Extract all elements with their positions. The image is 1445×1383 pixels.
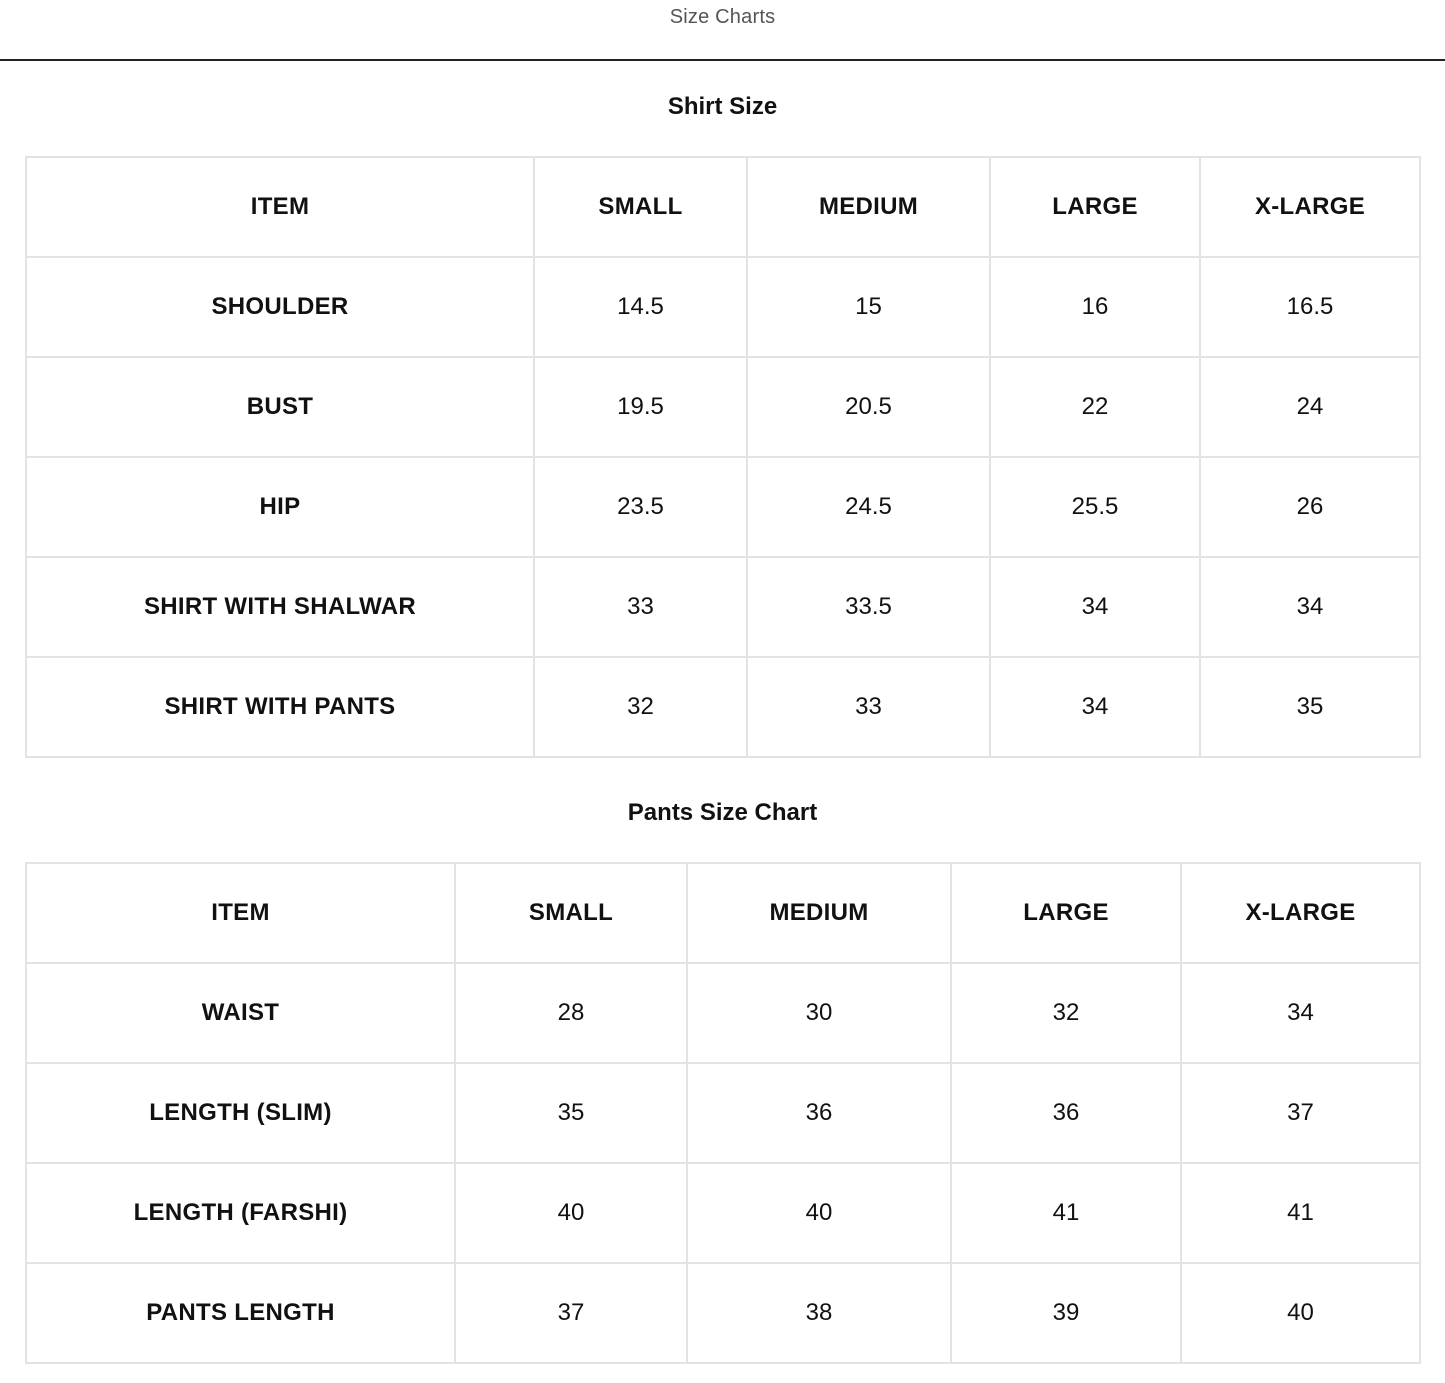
table-cell: 34 (990, 557, 1200, 657)
table-row (26, 657, 1420, 757)
table-cell: 34 (1200, 557, 1420, 657)
table-row (26, 1163, 1420, 1263)
table-row (26, 557, 1420, 657)
row-label: BUST (26, 357, 534, 457)
pants-size-table (25, 862, 1421, 1364)
table-cell: 24.5 (747, 457, 990, 557)
row-label: PANTS LENGTH (26, 1263, 455, 1363)
table-cell: 37 (1181, 1063, 1420, 1163)
table-cell: 39 (951, 1263, 1181, 1363)
table-cell: 41 (951, 1163, 1181, 1263)
column-header-medium: MEDIUM (687, 863, 951, 963)
table-cell: 40 (455, 1163, 687, 1263)
table-row (26, 357, 1420, 457)
shirt-size-table (25, 156, 1421, 758)
table-cell: 15 (747, 257, 990, 357)
table-cell: 33 (747, 657, 990, 757)
table-cell: 32 (534, 657, 747, 757)
table-cell: 30 (687, 963, 951, 1063)
row-label: SHIRT WITH PANTS (26, 657, 534, 757)
table-cell: 34 (990, 657, 1200, 757)
column-header-medium: MEDIUM (747, 157, 990, 257)
shirt-size-title: Shirt Size (667, 93, 778, 120)
table-cell: 36 (687, 1063, 951, 1163)
column-header-small: SMALL (534, 157, 747, 257)
page-header (0, 0, 1445, 61)
table-cell: 40 (1181, 1263, 1420, 1363)
table-header-row (26, 157, 1420, 257)
table-cell: 33 (534, 557, 747, 657)
table-cell: 38 (687, 1263, 951, 1363)
table-cell: 26 (1200, 457, 1420, 557)
row-label: HIP (26, 457, 534, 557)
table-cell: 25.5 (990, 457, 1200, 557)
row-label: LENGTH (SLIM) (26, 1063, 455, 1163)
table-header-row (26, 863, 1420, 963)
table-cell: 37 (455, 1263, 687, 1363)
table-row (26, 1063, 1420, 1163)
row-label: WAIST (26, 963, 455, 1063)
table-cell: 33.5 (747, 557, 990, 657)
table-cell: 35 (1200, 657, 1420, 757)
table-cell: 32 (951, 963, 1181, 1063)
table-cell: 19.5 (534, 357, 747, 457)
page-title: Size Charts (669, 6, 776, 28)
row-label: SHOULDER (26, 257, 534, 357)
table-cell: 36 (951, 1063, 1181, 1163)
column-header-item: ITEM (26, 157, 534, 257)
table-cell: 41 (1181, 1163, 1420, 1263)
table-cell: 14.5 (534, 257, 747, 357)
column-header-small: SMALL (455, 863, 687, 963)
table-row (26, 963, 1420, 1063)
table-cell: 16.5 (1200, 257, 1420, 357)
table-cell: 24 (1200, 357, 1420, 457)
table-cell: 16 (990, 257, 1200, 357)
row-label: LENGTH (FARSHI) (26, 1163, 455, 1263)
column-header-large: LARGE (990, 157, 1200, 257)
pants-size-title: Pants Size Chart (627, 799, 818, 826)
table-cell: 28 (455, 963, 687, 1063)
column-header-x-large: X-LARGE (1181, 863, 1420, 963)
table-row (26, 457, 1420, 557)
table-row (26, 257, 1420, 357)
table-row (26, 1263, 1420, 1363)
column-header-x-large: X-LARGE (1200, 157, 1420, 257)
table-cell: 23.5 (534, 457, 747, 557)
table-cell: 40 (687, 1163, 951, 1263)
table-cell: 22 (990, 357, 1200, 457)
table-cell: 34 (1181, 963, 1420, 1063)
row-label: SHIRT WITH SHALWAR (26, 557, 534, 657)
table-cell: 20.5 (747, 357, 990, 457)
column-header-item: ITEM (26, 863, 455, 963)
column-header-large: LARGE (951, 863, 1181, 963)
table-cell: 35 (455, 1063, 687, 1163)
